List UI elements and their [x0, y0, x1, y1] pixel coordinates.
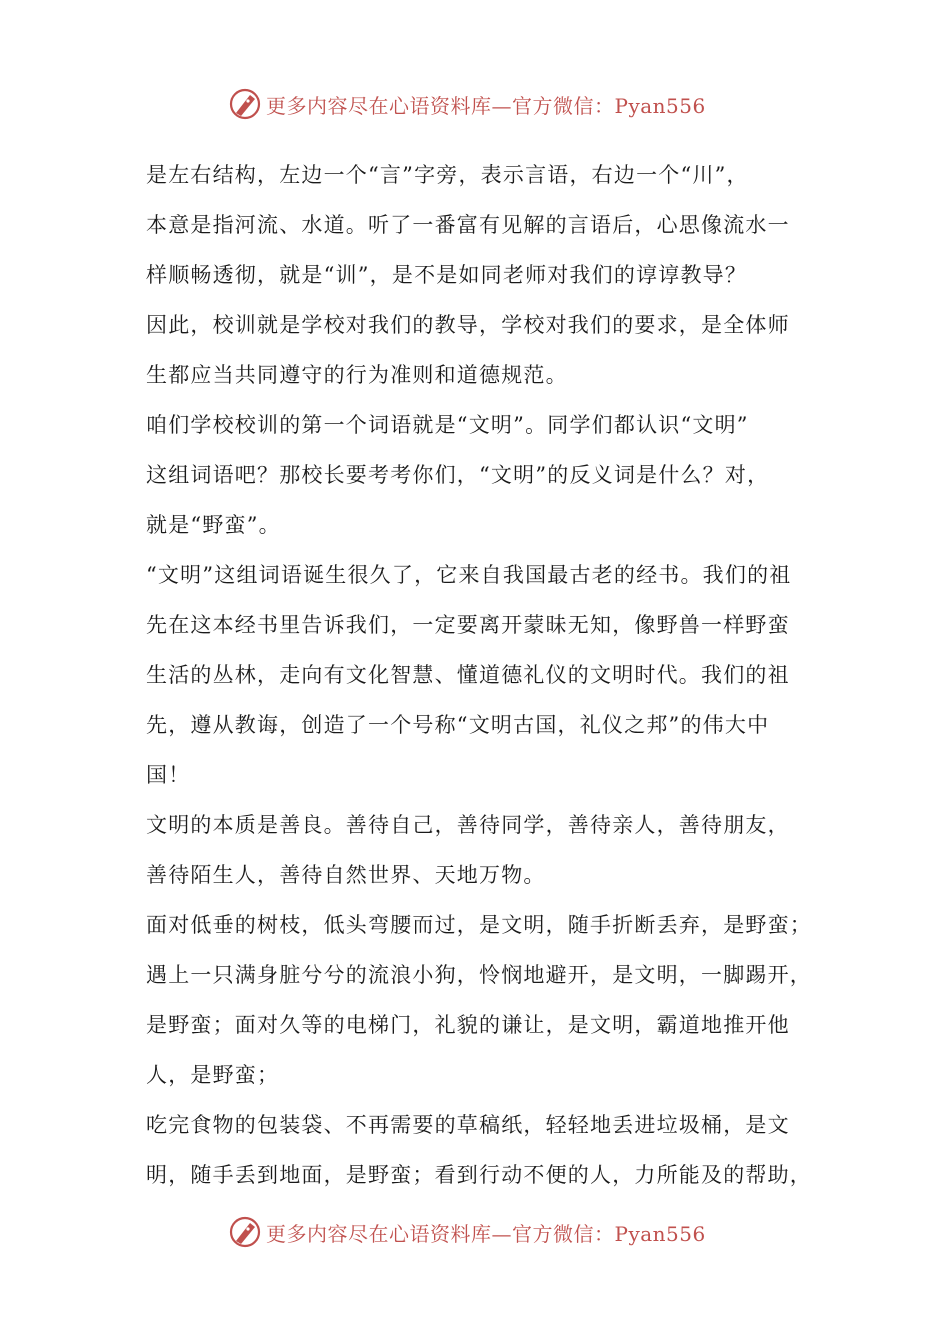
text-line: 国！ [146, 763, 191, 787]
text-line: 生都应当共同遵守的行为准则和道德规范。 [146, 363, 568, 387]
footer-banner [228, 1212, 706, 1252]
text-line: 生活的丛林，走向有文化智慧、懂道德礼仪的文明时代。我们的祖 [146, 663, 790, 687]
header-text: 更多内容尽在心语资料库—官方微信：Pyan556 [266, 93, 706, 118]
header-banner [228, 84, 706, 124]
text-line: 先在这本经书里告诉我们，一定要离开蒙昧无知，像野兽一样野蛮 [146, 613, 790, 637]
text-line: 善待陌生人，善待自然世界、天地万物。 [146, 863, 546, 887]
text-line: 面对低垂的树枝，低头弯腰而过，是文明，随手折断丢弃，是野蛮； [146, 913, 812, 937]
footer-text: 更多内容尽在心语资料库—官方微信：Pyan556 [266, 1221, 706, 1246]
pen-nib-logo-icon [228, 1215, 262, 1249]
text-line: 文明的本质是善良。善待自己，善待同学，善待亲人，善待朋友， [146, 813, 790, 837]
text-line: 咱们学校校训的第一个词语就是“文明”。同学们都认识“文明” [146, 413, 749, 437]
text-line: 先，遵从教诲，创造了一个号称“文明古国，礼仪之邦”的伟大中 [146, 713, 770, 737]
text-line: 本意是指河流、水道。听了一番富有见解的言语后，心思像流水一 [146, 213, 790, 237]
text-line: 吃完食物的包装袋、不再需要的草稿纸，轻轻地丢进垃圾桶，是文 [146, 1113, 790, 1137]
text-line: 是野蛮；面对久等的电梯门，礼貌的谦让，是文明，霸道地推开他 [146, 1013, 790, 1037]
text-line: “文明”这组词语诞生很久了，它来自我国最古老的经书。我们的祖 [146, 563, 792, 587]
pen-nib-logo-icon [228, 87, 262, 121]
text-line: 样顺畅透彻，就是“训”，是不是如同老师对我们的谆谆教导？ [146, 263, 748, 287]
text-line: 是左右结构，左边一个“言”字旁，表示言语，右边一个“川”， [146, 163, 749, 187]
document-body [146, 150, 826, 1200]
text-line: 明，随手丢到地面，是野蛮；看到行动不便的人，力所能及的帮助， [146, 1163, 812, 1187]
text-line: 因此，校训就是学校对我们的教导，学校对我们的要求，是全体师 [146, 313, 790, 337]
text-line: 就是“野蛮”。 [146, 513, 281, 537]
text-line: 遇上一只满身脏兮兮的流浪小狗，怜悯地避开，是文明，一脚踢开， [146, 963, 812, 987]
text-line: 人，是野蛮； [146, 1063, 280, 1087]
text-line: 这组词语吧？那校长要考考你们，“文明”的反义词是什么？对， [146, 463, 770, 487]
